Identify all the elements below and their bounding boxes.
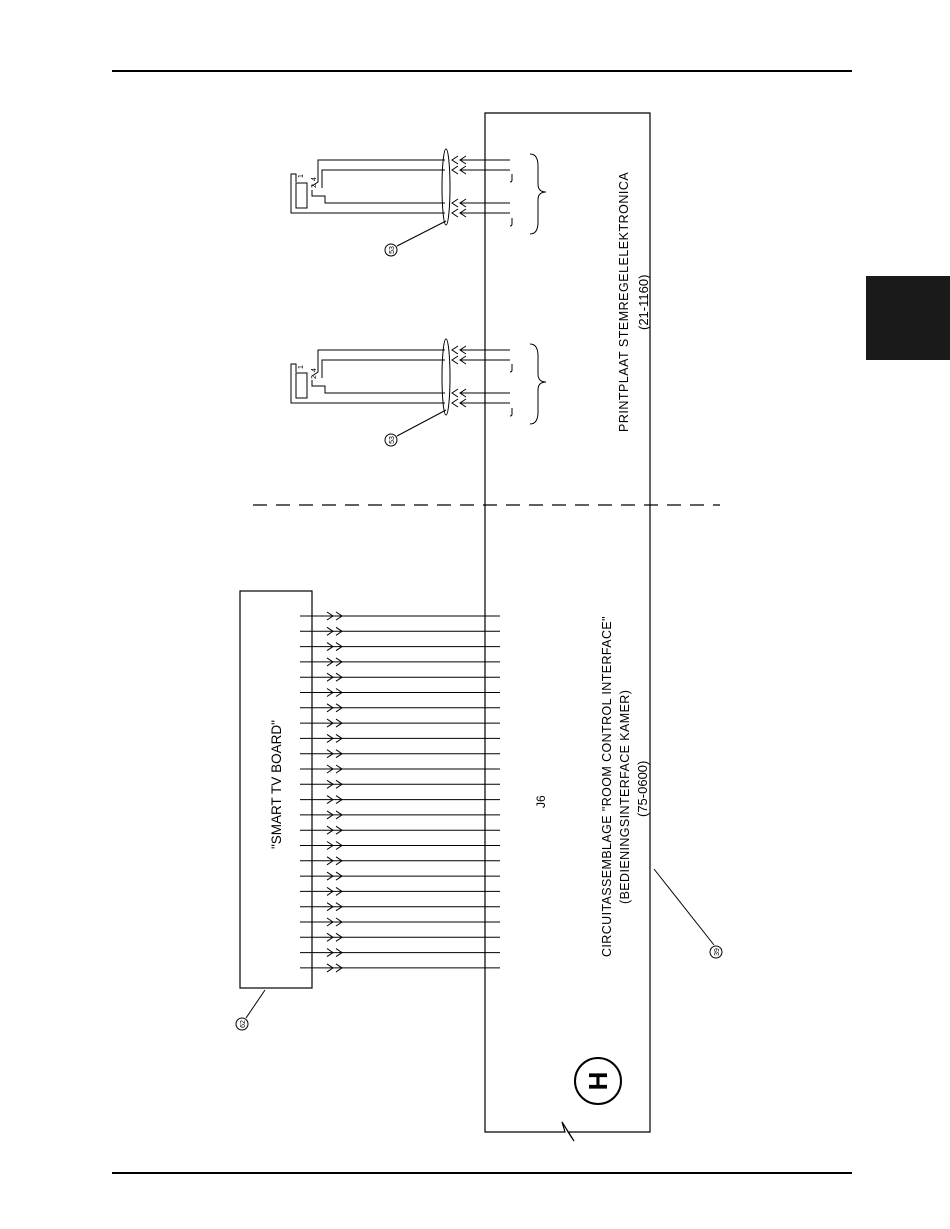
callout-main: 39 — [714, 948, 721, 956]
j6-bus-wires — [300, 612, 500, 972]
main-board-number: (75-0600) — [635, 760, 650, 817]
cable-contact — [452, 199, 458, 207]
main-board-title: CIRCUITASSEMBLAGE "ROOM CONTROL INTERFACE" — [600, 616, 614, 957]
jumper-hook — [510, 218, 512, 226]
cable-contact — [452, 156, 458, 164]
pot-wire — [312, 350, 445, 376]
pot-a-pin2: 2 — [311, 184, 318, 188]
pot-wire — [322, 360, 445, 378]
cable-groups — [291, 149, 546, 424]
cable-contact — [452, 346, 458, 354]
section-tab — [866, 276, 950, 360]
cable-shield — [442, 339, 450, 415]
leader-smart — [246, 990, 265, 1018]
pot-wire — [312, 190, 445, 203]
callout-cable-a: 53 — [389, 246, 396, 254]
cable-contact — [452, 389, 458, 397]
pot-b-pin1: 1 — [298, 365, 305, 369]
pot-a-pin4: 4 — [311, 177, 318, 181]
pot-b-pin4: 4 — [311, 368, 318, 372]
top-board-title: PRINTPLAAT STEMREGELELEKTRONICA — [617, 171, 631, 432]
cable-shield — [442, 149, 450, 225]
pot-wire — [312, 160, 445, 186]
pair-brace — [530, 154, 546, 234]
jumper-hook — [510, 408, 512, 416]
potentiometer — [296, 183, 307, 208]
smart-tv-board-title: "SMART TV BOARD" — [269, 720, 284, 849]
leader-cable-b — [397, 410, 446, 436]
cable-contact — [452, 399, 458, 407]
connector-label-j6: J6 — [534, 795, 548, 808]
jumper-hook — [510, 364, 512, 372]
potentiometer — [296, 373, 307, 398]
main-board-subtitle: (BEDIENINGSINTERFACE KAMER) — [618, 689, 632, 904]
section-mark-letter: H — [583, 1071, 613, 1091]
leader-cable-a — [397, 221, 446, 246]
pot-a-pin1: 1 — [298, 174, 305, 178]
top-board-number: (21-1160) — [636, 274, 651, 330]
cable-contact — [452, 209, 458, 217]
cable-contact — [452, 356, 458, 364]
pot-wire — [322, 170, 445, 188]
pot-b-pin2: 2 — [311, 375, 318, 379]
callout-cable-b: 53 — [389, 436, 396, 444]
callout-smart: 62 — [240, 1020, 247, 1028]
leader-main — [654, 869, 714, 945]
pair-brace — [530, 344, 546, 424]
pot-wire — [312, 380, 445, 393]
jumper-hook — [510, 174, 512, 182]
cable-contact — [452, 166, 458, 174]
